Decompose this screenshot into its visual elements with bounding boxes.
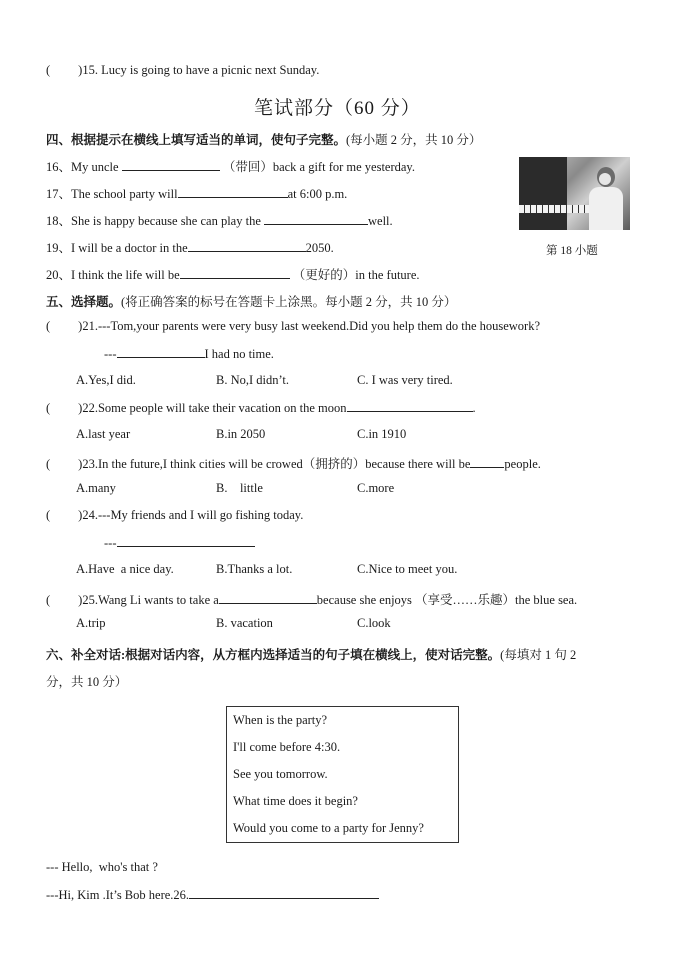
question-16-prefix: 16、My uncle bbox=[46, 160, 119, 174]
question-18-prefix: 18、She is happy because she can play the bbox=[46, 214, 261, 228]
question-25-end: because she enjoys （享受……乐趣）the blue sea. bbox=[316, 593, 578, 607]
option-25-c[interactable]: C.look bbox=[357, 616, 391, 630]
question-16-suffix: （带回）back a gift for me yesterday. bbox=[222, 160, 415, 174]
option-25-b[interactable]: B. vacation bbox=[216, 616, 273, 630]
dialogue-line-2-text: ---Hi, Kim .It’s Bob here.26. bbox=[46, 888, 190, 902]
answer-blank-21[interactable] bbox=[117, 346, 205, 358]
question-20 bbox=[46, 265, 420, 283]
option-23-a[interactable]: A.many bbox=[76, 481, 116, 495]
option-24-a[interactable]: A.Have a nice day. bbox=[76, 562, 174, 576]
question-19-prefix: 19、I will be a doctor in the bbox=[46, 241, 188, 255]
option-21-b[interactable]: B. No,I didn’t. bbox=[216, 373, 290, 387]
question-15-text: )15. Lucy is going to have a picnic next Sunday. bbox=[78, 63, 320, 77]
question-17-suffix: at 6:00 p.m. bbox=[287, 187, 348, 201]
option-25-a[interactable]: A.trip bbox=[76, 616, 106, 630]
section-5-header bbox=[46, 292, 456, 310]
question-24-reply bbox=[104, 535, 255, 551]
paren-open: ( bbox=[46, 319, 51, 333]
question-23-stem: )23.In the future,I think cities will be crowed（拥挤的）because there will be bbox=[78, 457, 471, 471]
section-4-score-note: (每小题 2 分，共 10 分） bbox=[346, 133, 482, 147]
box-sentence-1: When is the party? bbox=[233, 713, 328, 727]
option-23-c[interactable]: C.more bbox=[357, 481, 395, 495]
answer-blank-17[interactable] bbox=[178, 186, 288, 198]
answer-blank-19[interactable] bbox=[188, 240, 306, 252]
question-20-prefix: 20、I think the life will be bbox=[46, 268, 180, 282]
answer-blank-22[interactable] bbox=[347, 400, 473, 412]
question-24-stem: )24.---My friends and I will go fishing today. bbox=[78, 508, 304, 522]
question-17-prefix: 17、The school party will bbox=[46, 187, 178, 201]
answer-blank-24[interactable] bbox=[117, 535, 255, 547]
box-sentence-4: What time does it begin? bbox=[233, 794, 358, 808]
question-22-end: . bbox=[472, 401, 476, 415]
question-15 bbox=[46, 63, 319, 78]
question-21-stem: )21.---Tom,your parents were very busy last weekend.Did you help them do the housework? bbox=[78, 319, 541, 333]
answer-blank-25[interactable] bbox=[219, 592, 317, 604]
section-6-instruction: 六、补全对话:根据对话内容，从方框内选择适当的句子填在横线上，使对话完整。 bbox=[46, 648, 501, 662]
dialogue-line-2 bbox=[46, 887, 379, 903]
answer-blank-20[interactable] bbox=[180, 267, 290, 279]
question-22-stem: )22.Some people will take their vacation on the moon bbox=[78, 401, 347, 415]
reply-dash: --- bbox=[104, 347, 117, 361]
question-21-reply bbox=[104, 346, 274, 362]
question-20-suffix: （更好的）in the future. bbox=[292, 268, 420, 282]
answer-blank-23[interactable] bbox=[470, 456, 504, 468]
photo-caption: 第 18 小题 bbox=[546, 245, 598, 257]
option-22-b[interactable]: B.in 2050 bbox=[216, 427, 266, 441]
sentence-choice-box bbox=[226, 706, 459, 843]
question-18 bbox=[46, 211, 393, 229]
answer-blank-18[interactable] bbox=[264, 213, 368, 225]
question-24 bbox=[46, 508, 303, 523]
question-18-suffix: well. bbox=[368, 214, 393, 228]
paren-open: ( bbox=[46, 593, 51, 607]
dialogue-line-1: --- Hello, who's that ? bbox=[46, 860, 158, 874]
answer-blank-26[interactable] bbox=[189, 887, 379, 899]
box-sentence-2: I'll come before 4:30. bbox=[233, 740, 341, 754]
option-24-b[interactable]: B.Thanks a lot. bbox=[216, 562, 293, 576]
section-5-score-note: (将正确答案的标号在答题卡上涂黑。每小题 2 分，共 10 分） bbox=[121, 295, 457, 309]
question-23 bbox=[46, 454, 541, 472]
reply-text: I had no time. bbox=[204, 347, 274, 361]
girl-playing-piano-photo bbox=[519, 157, 630, 230]
question-16 bbox=[46, 157, 415, 175]
question-17 bbox=[46, 184, 347, 202]
box-sentence-3: See you tomorrow. bbox=[233, 767, 328, 781]
paren-open: ( bbox=[46, 401, 51, 415]
reply-dash: --- bbox=[104, 536, 117, 550]
question-23-end: people. bbox=[504, 457, 541, 471]
paren-open: ( bbox=[46, 63, 51, 77]
section-6-score-note: (每填对 1 句 2 bbox=[500, 648, 577, 662]
option-23-b[interactable]: B. little bbox=[216, 481, 263, 495]
question-19 bbox=[46, 238, 334, 256]
option-22-a[interactable]: A.last year bbox=[76, 427, 131, 441]
question-22 bbox=[46, 400, 476, 416]
section-6-header bbox=[46, 645, 576, 663]
question-25 bbox=[46, 590, 577, 608]
option-24-c[interactable]: C.Nice to meet you. bbox=[357, 562, 458, 576]
box-sentence-5: Would you come to a party for Jenny? bbox=[233, 821, 424, 835]
section-4-header bbox=[46, 130, 481, 148]
option-21-a[interactable]: A.Yes,I did. bbox=[76, 373, 136, 387]
paren-open: ( bbox=[46, 508, 51, 522]
option-21-c[interactable]: C. I was very tired. bbox=[357, 373, 453, 387]
question-19-suffix: 2050. bbox=[305, 241, 334, 255]
answer-blank-16[interactable] bbox=[122, 159, 220, 171]
section-4-instruction: 四、根据提示在横线上填写适当的单词，使句子完整。 bbox=[46, 133, 347, 147]
option-22-c[interactable]: C.in 1910 bbox=[357, 427, 407, 441]
section-5-instruction: 五、选择题。 bbox=[46, 295, 122, 309]
question-21 bbox=[46, 319, 540, 334]
paren-open: ( bbox=[46, 457, 51, 471]
question-25-stem: )25.Wang Li wants to take a bbox=[78, 593, 219, 607]
section-title: 笔试部分（60 分） bbox=[254, 98, 421, 119]
section-6-score-note-cont: 分，共 10 分） bbox=[46, 675, 128, 689]
